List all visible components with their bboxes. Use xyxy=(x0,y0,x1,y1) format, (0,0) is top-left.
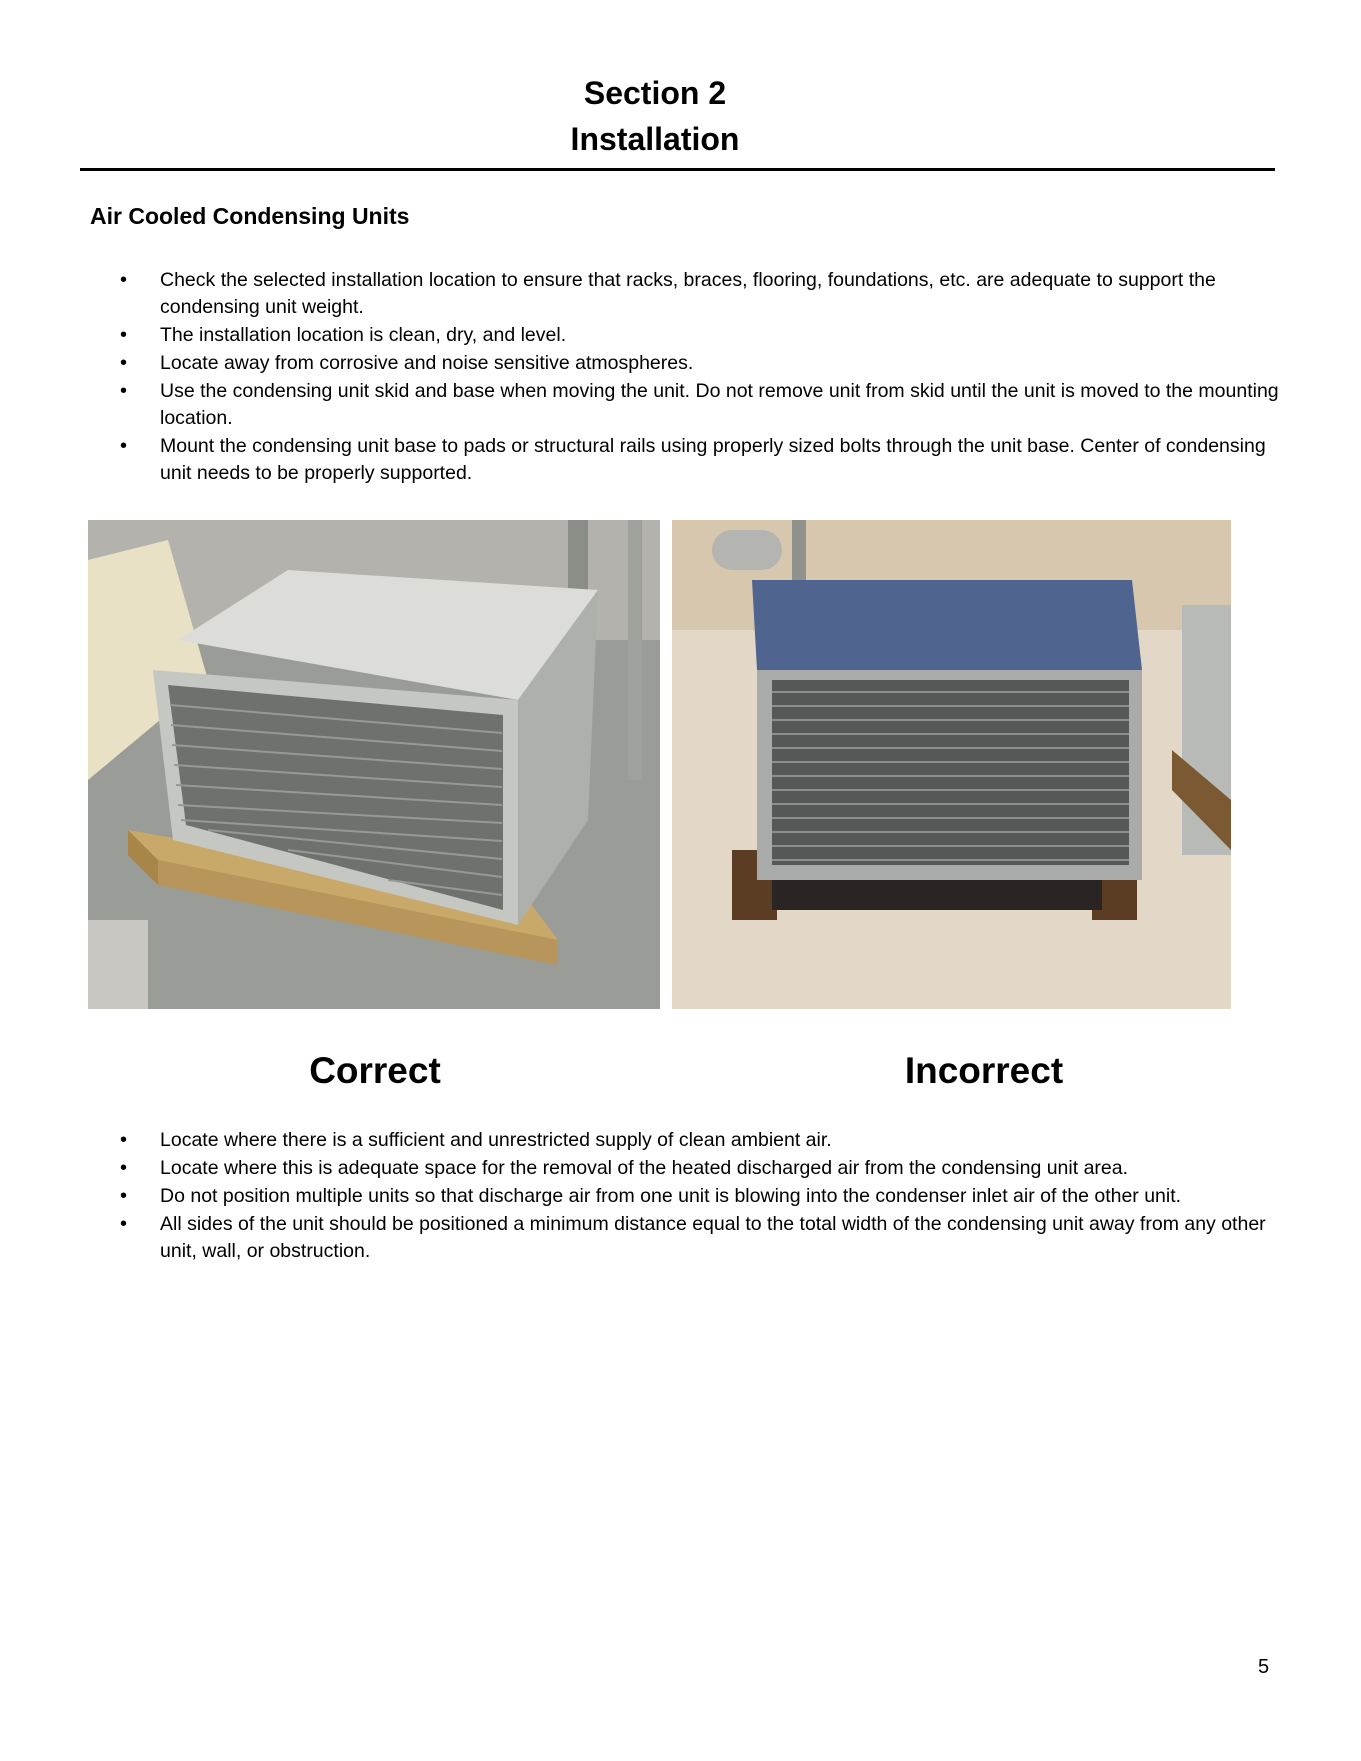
list-item: • Locate where this is adequate space for the removal of the heated discharged air from the condensing unit area. xyxy=(0,1155,1300,1182)
requirements-list-top xyxy=(0,267,1300,488)
list-item: • Use the condensing unit skid and base when moving the unit. Do not remove unit from skid until the unit is moved to the mounting location. xyxy=(0,378,1300,432)
list-item: • Do not position multiple units so that discharge air from one unit is blowing into the condenser inlet air of the other unit. xyxy=(0,1183,1300,1210)
section-heading: Air Cooled Condensing Units xyxy=(90,203,410,229)
correct-caption: Correct xyxy=(309,1050,441,1091)
list-item: • All sides of the unit should be positioned a minimum distance equal to the total width of the condensing unit away from any other unit, wall, or obstruction. xyxy=(0,1211,1300,1265)
page-number: 5 xyxy=(1258,1656,1270,1678)
list-item: • Locate away from corrosive and noise sensitive atmospheres. xyxy=(0,350,1300,377)
page-title: Installation xyxy=(570,121,740,157)
list-item: • Check the selected installation location to ensure that racks, braces, flooring, foundations, etc. are adequate to support the condensing unit weight. xyxy=(0,267,1300,321)
correct-installation-photo xyxy=(88,520,660,1009)
incorrect-installation-photo xyxy=(672,520,1231,1009)
header-divider xyxy=(80,168,1275,171)
list-item: • The installation location is clean, dry, and level. xyxy=(0,322,1300,349)
page-header xyxy=(0,70,1310,162)
list-item: • Mount the condensing unit base to pads or structural rails using properly sized bolts through the unit base. Center of condensing unit needs to be properly supported. xyxy=(0,433,1300,487)
section-label: Section 2 xyxy=(583,75,727,111)
requirements-list-bottom xyxy=(0,1127,1300,1266)
list-item: • Locate where there is a sufficient and unrestricted supply of clean ambient air. xyxy=(0,1127,1300,1154)
incorrect-caption: Incorrect xyxy=(904,1050,1064,1091)
